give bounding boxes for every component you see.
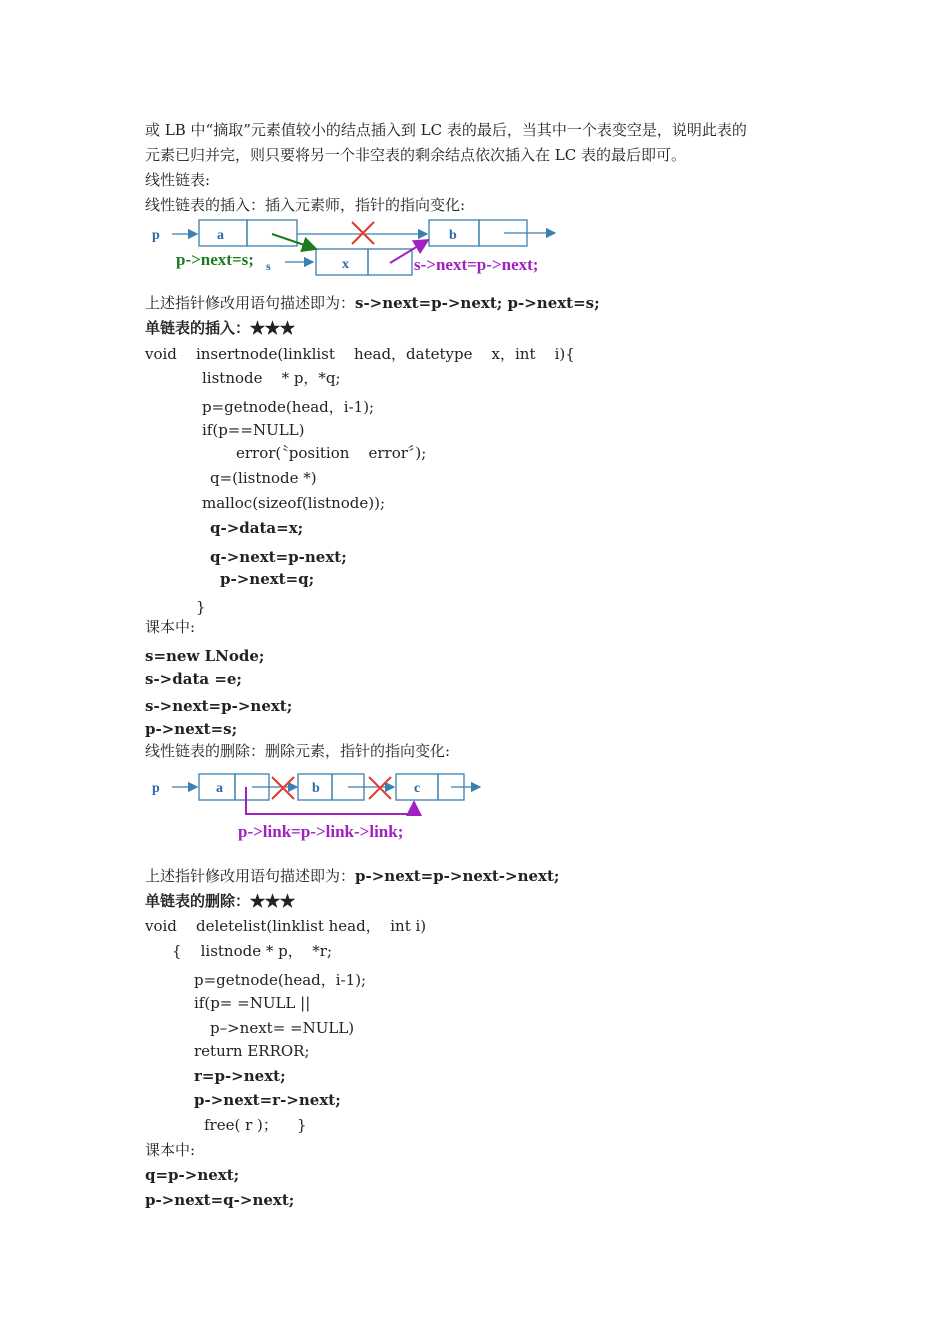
insert-code-line: q->next=p-next; xyxy=(210,548,347,566)
insert-code-line: } xyxy=(196,598,206,616)
insert-node-a-next xyxy=(247,220,297,246)
insert-node-b-label: b xyxy=(449,228,457,243)
intro-line-2: 元素已归并完，则只要将另一个非空表的剩余结点依次插入在 LC 表的最后即可。 xyxy=(145,146,686,164)
delete-code-line: r=p->next; xyxy=(194,1067,286,1085)
insert-code-line: q=(listnode *) xyxy=(210,469,317,487)
insert-code-line: p=getnode(head，i-1); xyxy=(202,398,375,416)
delete-code-line: void deletelist(linklist head， int i) xyxy=(145,917,427,935)
insert-green-label: p->next=s; xyxy=(176,250,254,269)
delete-heading: 单链表的删除：★★★ xyxy=(145,892,296,910)
insert-code-line: malloc(sizeof(listnode)); xyxy=(202,494,386,512)
insert-purple-label: s->next=p->next; xyxy=(414,255,539,274)
insert-code-line: if(p==NULL) xyxy=(202,421,305,439)
delete-textbook-line: q=p->next; xyxy=(145,1166,240,1184)
insert-code-line: listnode * p，*q; xyxy=(202,369,341,387)
insert-textbook-line: p->next=s; xyxy=(145,720,238,738)
insert-textbook-label: 课本中: xyxy=(145,618,196,636)
insert-heading: 单链表的插入：★★★ xyxy=(145,319,296,337)
delete-desc-prefix: 上述指针修改用语句描述即为： xyxy=(145,867,356,885)
delete-node-a-label: a xyxy=(216,781,223,796)
delete-textbook-label: 课本中: xyxy=(145,1141,196,1159)
intro-line-4: 线性链表的插入：插入元素师，指针的指向变化: xyxy=(145,196,466,214)
insert-textbook-line: s->next=p->next; xyxy=(145,697,293,715)
delete-cross-icon-1 xyxy=(272,777,294,799)
insert-s-label: s xyxy=(266,259,271,273)
delete-diagram xyxy=(0,760,950,850)
delete-code-line: p=getnode(head，i-1); xyxy=(194,971,367,989)
insert-node-x-label: x xyxy=(342,257,349,272)
insert-diagram xyxy=(0,0,950,300)
delete-code-line: { listnode * p， *r; xyxy=(172,942,333,960)
insert-green-arrow xyxy=(272,234,316,249)
insert-p-label: p xyxy=(152,228,160,243)
delete-cross-icon-2 xyxy=(369,777,391,799)
delete-code-line: free( r )； } xyxy=(204,1116,307,1134)
delete-textbook-line: p->next=q->next; xyxy=(145,1191,295,1209)
insert-desc-prefix: 上述指针修改用语句描述即为： xyxy=(145,294,356,312)
delete-code-line: return ERROR; xyxy=(194,1042,310,1060)
insert-code-line: error(〝position error〞); xyxy=(236,444,427,462)
insert-cross-icon xyxy=(352,222,374,244)
insert-node-a-label: a xyxy=(217,228,224,243)
intro-line-3: 线性链表: xyxy=(145,171,211,189)
insert-code-line: q->data=x; xyxy=(210,519,304,537)
insert-textbook-line: s=new LNode; xyxy=(145,647,265,665)
intro-line-1: 或 LB 中“摘取”元素值较小的结点插入到 LC 表的最后，当其中一个表变空是，说明此表的 xyxy=(145,121,747,139)
delete-p-label: p xyxy=(152,781,160,796)
insert-code-line: void insertnode(linklist head，datetype x，int i){ xyxy=(145,345,575,363)
insert-desc xyxy=(145,293,600,313)
delete-node-c-label: c xyxy=(414,781,421,796)
delete-purple-label: p->link=p->link->link; xyxy=(238,822,404,841)
delete-node-b-label: b xyxy=(312,781,320,796)
delete-code-line: p->next=r->next; xyxy=(194,1091,341,1109)
insert-desc-code: s->next=p->next; p->next=s; xyxy=(355,294,600,312)
insert-textbook-line: s->data =e; xyxy=(145,670,242,688)
delete-intro: 线性链表的删除：删除元素，指针的指向变化: xyxy=(145,742,451,760)
delete-code-line: p–>next= =NULL) xyxy=(210,1019,355,1037)
insert-code-line: p->next=q; xyxy=(220,570,315,588)
delete-desc-code: p->next=p->next->next; xyxy=(355,867,560,885)
delete-code-line: if(p= =NULL || xyxy=(194,994,311,1012)
delete-desc xyxy=(145,866,559,886)
